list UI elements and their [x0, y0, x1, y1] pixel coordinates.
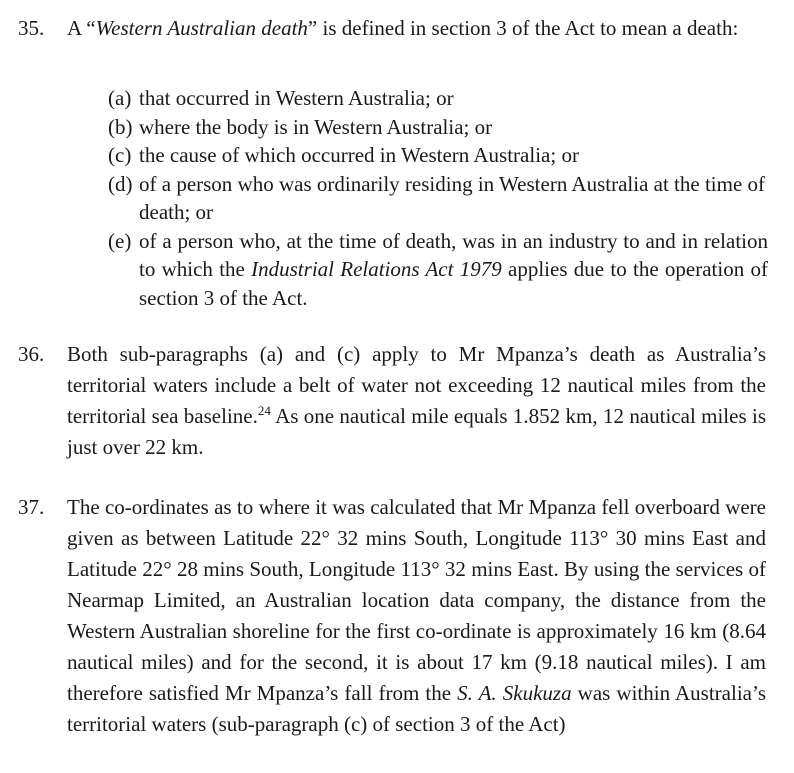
- footnote-reference: 24: [257, 403, 271, 418]
- sub-item-text: the cause of which occurred in Western Australia; or: [139, 143, 579, 167]
- paragraph-37: [18, 492, 770, 740]
- text-after: As one nautical mile equals 1.852 km, 12 nautical miles is just over 22 km.: [67, 404, 766, 459]
- ship-name: S. A. Skukuza: [457, 681, 572, 705]
- text-before: The co-ordinates as to where it was calculated that Mr Mpanza fell overboard were given as between Latitude 22° 32 mins South, Longitude 113° 30 mins East and Latitude 22° 28 mins South, Longitude 113° 32 mins East. By using the services of Nearmap Limited, an Australian location data company, the distance from the Western Australian shoreline for the first co-ordinate is approximately 16 km (8.64 nautical miles) and for the second, it is about 17 km (9.18 nautical miles). I am therefore satisfied Mr Mpanza’s fall from the: [67, 495, 766, 705]
- sub-item-b: [108, 113, 768, 142]
- sub-item-a: [108, 84, 768, 113]
- paragraph-number: 37.: [18, 495, 45, 519]
- sub-item-e: [108, 227, 768, 313]
- act-title: Industrial Relations Act 1979: [251, 257, 502, 281]
- sub-item-text: that occurred in Western Australia; or: [139, 86, 454, 110]
- sub-item-marker: (c): [108, 143, 132, 167]
- sub-item-text: of a person who was ordinarily residing in Western Australia at the time of death; or: [139, 171, 766, 224]
- sub-item-marker: (e): [108, 228, 132, 253]
- paragraph-number: 36.: [18, 342, 45, 366]
- paragraph-text: [67, 339, 766, 463]
- sub-item-c: [108, 141, 768, 170]
- paragraph-number: 35.: [18, 16, 45, 40]
- paragraph-text: [67, 492, 766, 740]
- text-after: was within Australia’s territorial waters (sub-paragraph (c) of section 3 of the Act): [67, 681, 766, 736]
- sub-item-marker: (b): [108, 114, 133, 139]
- sub-item-text: [139, 227, 768, 313]
- paragraph-35: [18, 13, 770, 44]
- sub-paragraph-list: [108, 84, 768, 312]
- text-before: Both sub-paragraphs (a) and (c) apply to Mr Mpanza’s death as Australia’s territorial waters include a belt of water not exceeding 12 nautical miles from the territorial sea baseline.: [67, 342, 766, 428]
- sub-item-marker: (a): [108, 86, 132, 110]
- sub-item-text: where the body is in Western Australia; or: [139, 114, 493, 139]
- text-after: applies due to the operation of section 3 of the Act.: [139, 257, 768, 310]
- defined-term: Western Australian death: [95, 16, 308, 40]
- text-before: of a person who, at the time of death, was in an industry to and in relation to which the: [139, 228, 768, 281]
- sub-item-marker: (d): [108, 171, 133, 196]
- paragraph-36: [18, 339, 770, 463]
- sub-item-d: [108, 170, 768, 227]
- paragraph-text: [67, 13, 766, 44]
- text-before: A “: [67, 16, 96, 40]
- text-after: ” is defined in section 3 of the Act to mean a death:: [307, 16, 739, 40]
